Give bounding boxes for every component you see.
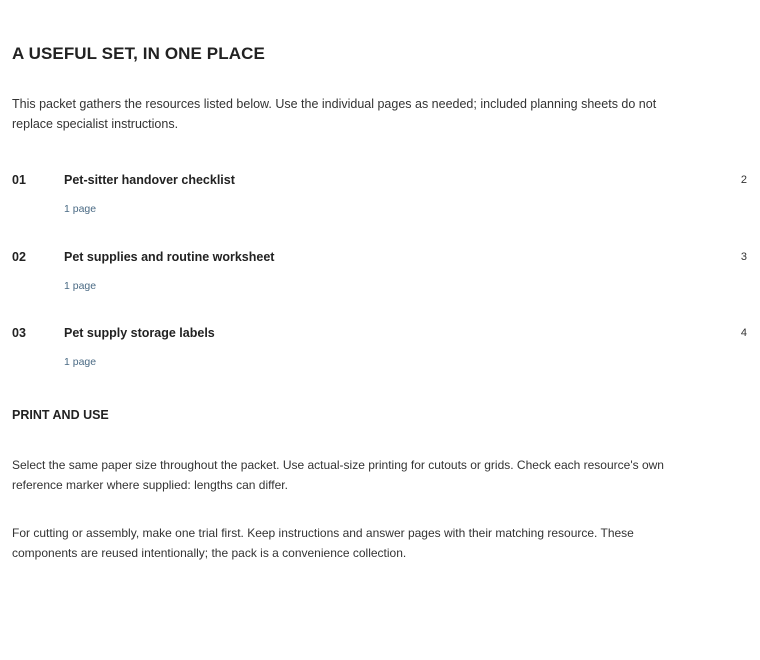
print-section-title: PRINT AND USE bbox=[12, 408, 109, 422]
contents-item-page-count: 1 page bbox=[64, 203, 97, 215]
contents-item-page-ref: 2 bbox=[740, 174, 747, 186]
contents-item-title: Pet-sitter handover checklist bbox=[64, 173, 235, 187]
contents-item-3 bbox=[0, 326, 760, 386]
contents-item-page-count: 1 page bbox=[64, 280, 97, 292]
contents-item-number: 02 bbox=[12, 250, 26, 264]
contents-item-1 bbox=[0, 173, 760, 233]
contents-item-page-ref: 4 bbox=[740, 327, 747, 339]
contents-item-number: 03 bbox=[12, 326, 26, 340]
contents-item-title: Pet supply storage labels bbox=[64, 326, 215, 340]
page-title: A USEFUL SET, IN ONE PLACE bbox=[12, 44, 265, 63]
print-paragraph-1: Select the same paper size throughout the packet. Use actual-size printing for cutouts or grids. Check each resource's own reference marker where supplied: lengths can differ. bbox=[12, 458, 664, 492]
contents-item-2 bbox=[0, 250, 760, 310]
contents-item-page-ref: 3 bbox=[740, 251, 747, 263]
print-paragraph-2: For cutting or assembly, make one trial first. Keep instructions and answer pages with their matching resource. These components are reused intentionally; the pack is a convenience collection. bbox=[12, 526, 634, 560]
contents-item-page-count: 1 page bbox=[64, 356, 97, 368]
intro-paragraph: This packet gathers the resources listed below. Use the individual pages as needed; included planning sheets do not replace specialist instructions. bbox=[12, 97, 657, 131]
contents-item-title: Pet supplies and routine worksheet bbox=[64, 250, 275, 264]
contents-item-number: 01 bbox=[12, 173, 26, 187]
